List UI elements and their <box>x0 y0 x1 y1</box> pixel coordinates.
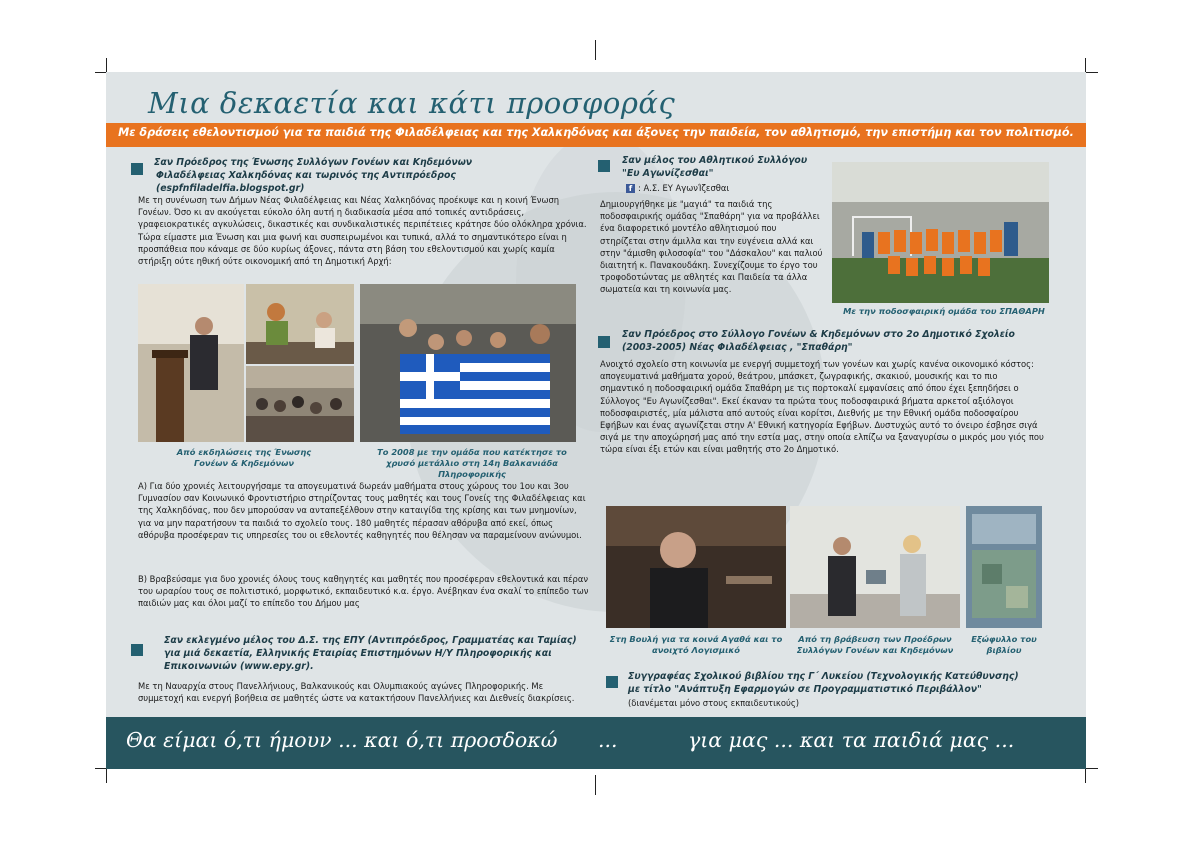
footer-slogan-right: για μας ... και τα παιδιά μας ... <box>688 728 1015 752</box>
facebook-icon: f <box>626 184 635 193</box>
section-heading <box>154 156 584 195</box>
photo-caption: Από εκδηλώσεις της Ένωσης Γονέων & Κηδεμόνων <box>176 447 312 468</box>
photo-caption: Από τη βράβευση των Προέδρων Συλλόγων Γονέων και Κηδεμόνων <box>796 634 954 655</box>
section-body: Με τη συνένωση των Δήμων Νέας Φιλαδέλφειας και Νέας Χαλκηδόνας προέκυψε και η κοινή Ένωση Γονέων. Όσο κι αν ακούγεται εύκολο όλη αυτή η διαδικασία μέσα από τοπικές αντιδράσεις, γραφειοκρατικές αγκυλώσεις, δικαστικές και συνδικαλιστικές περιπέτειες κράτησε δύο ολόκληρα χρόνια. Τώρα είμαστε μια Ένωση και μια φωνή και συσπειρωμένοι και τυπικά, αλλά το σημαντικότερο είναι η προσπάθεια που κάναμε σε δύο κυρίως άξονες, πάντα στη βάση του εθελοντισμού και χωρίς καμία στήριξη ούτε ηθική ούτε οικονομική από τη Δημοτική Αρχή: <box>138 195 587 267</box>
crop-mark <box>1086 72 1098 73</box>
section-bullet <box>598 336 610 348</box>
page-title: Μια δεκαετία και κάτι προσφοράς <box>148 86 676 120</box>
award-ceremony-photo <box>790 506 960 628</box>
facebook-link-row[interactable] <box>626 182 826 194</box>
heading-line: με τίτλο "Ανάπτυξη Εφαρμογών σε Προγραμματιστικό Περιβάλλον" <box>628 684 982 695</box>
book-cover-photo <box>966 506 1042 628</box>
photo-caption: Το 2008 με την ομάδα που κατέκτησε το χρυσό μετάλλιο στη 14η Βαλκανιάδα Πληροφορικής <box>377 447 567 479</box>
section-body: Με τη Ναυαρχία στους Πανελλήνιους, Βαλκανικούς και Ολυμπιακούς αγώνες Πληροφορικής. Με συμμετοχή και ενεργή βοήθεια σε μαθητές ώστε να κατακτήσουν Πανελλήνιες και Διεθνείς διακρίσεις. <box>138 681 575 704</box>
brochure-spread <box>106 72 1086 769</box>
footer-banner <box>106 717 1086 769</box>
crop-mark <box>106 769 107 783</box>
event-photo <box>246 284 354 364</box>
heading-line: Φιλαδέλφειας Χαλκηδόνας και τωρινός της Αντιπρόεδρος (espfnfiladelfia.blogspot.gr) <box>156 170 456 194</box>
fold-mark <box>595 40 596 60</box>
section-body: Δημιουργήθηκε με "μαγιά" τα παιδιά της ποδοσφαιρικής ομάδας "Σπαθάρη" για να προβάλλει ένα διαφορετικό μοντέλο αθλητισμού που στηρίζεται στην άμιλλα και την ευγένεια αλλά και στην "άμισθη φιλοσοφία" του "Δάσκαλου" και παλιού διαιτητή κ. Πανακουδάκη. Συνεχίζουμε το έργο του τροφοδοτώντας με αθλητές και Παιδεία τα άλλα σωματεία και τη κοινωνία μας. <box>600 199 823 295</box>
photo-caption: Εξώφυλλο του βιβλίου <box>971 634 1037 655</box>
football-team-photo <box>832 162 1049 303</box>
section-heading <box>622 154 822 180</box>
photo-caption: Με την ποδοσφαιρική ομάδα του ΣΠΑΘΑΡΗ <box>843 306 1045 316</box>
section-heading: Σαν εκλεγμένο μέλος του Δ.Σ. της ΕΠΥ (Αντιπρόεδρος, Γραμματέας και Ταμίας) για μιά δεκαετία, Ελληνικής Εταιρίας Επιστημόνων Η/Υ Πληροφορικής και Επικοινωνιών (www.epy.gr). <box>164 635 577 672</box>
fold-mark <box>595 775 596 795</box>
section-bullet <box>598 160 610 172</box>
photo-caption: Στη Βουλή για τα κοινά Αγαθά και το ανοιχτό Λογισμικό <box>609 634 783 655</box>
book-note: (διανέμεται μόνο στους εκπαιδευτικούς) <box>628 698 800 708</box>
section-body: Ανοιχτό σχολείο στη κοινωνία με ενεργή συμμετοχή των γονέων και χωρίς κανένα οικονομικό κόστος: απογευματινά μαθήματα χορού, θεάτρου, μπάσκετ, ζωγραφικής, σκακιού, μουσικής και το πιο σημαντικό η ποδοσφαιρική ομάδα Σπαθάρη με τις πορτοκαλί εμφανίσεις από όπου έχει ξεπηδήσει ο Σύλλογος "Ευ Αγωνίζεσθαι". Εκεί έκαναν τα πρώτα τους ποδοσφαιρικά βήματα αρκετοί αξιόλογοι ποδοσφαιριστές, μία μάλιστα από αυτούς είναι κορίτσι, Διεθνής με την Εθνική ομάδα ποδοσφαίρου Εφήβων και ένας αγωνίζεται στην Α' Εθνική κατηγορία Εφήβων. Δυστυχώς αυτό το όνειρο έσβησε σιγά σιγά με την αποχώρησή μας από την εστία μας, στην οποία ελπίζω να ξαναγυρίσω ο μικρός μου γιός που τώρα είναι έξι ετών και είναι μαθητής στο 2ο Δημοτικό. <box>600 359 1044 455</box>
footer-slogan-left: Θα είμαι ό,τι ήμουν ... και ό,τι προσδοκώ <box>126 728 558 752</box>
facebook-page-label: : Α.Σ. ΕΥ ΑγωνΊζεσθαι <box>638 183 730 193</box>
paragraph-a: Α) Για δύο χρονιές λειτουργήσαμε τα απογευματινά δωρεάν μαθήματα στους χώρους του 1ου και 3ου Γυμνασίου σαν Κοινωνικό Φροντιστήριο στηρίζοντας τους μαθητές και τους Γονείς της Φιλαδέλφειας και της Χαλκηδόνας, που δεν μπορούσαν να ανταπεξέλθουν στην καταιγίδα της κρίσης και των μνημονίων, για να μην παρατήσουν τα παιδιά το σχολείο τους. 180 μαθητές πέρασαν αθόρυβα από εκεί, όπως αθόρυβα προσέφεραν τις υπηρεσίες του οι εθελοντές καθηγητές που θέλησαν να παραμείνουν ανώνυμοι. <box>138 481 586 540</box>
team-flag-photo <box>360 284 576 442</box>
heading-line: Συγγραφέας Σχολικού βιβλίου της Γ΄ Λυκείου (Τεχνολογικής Κατεύθυνσης) <box>628 671 1019 682</box>
section-bullet <box>131 644 143 656</box>
section-bullet <box>606 676 618 688</box>
audience-photo <box>246 366 354 442</box>
heading-line: Σαν μέλος του Αθλητικού Συλλόγου <box>622 155 808 166</box>
crop-mark <box>1085 769 1086 783</box>
parliament-photo <box>606 506 786 628</box>
banner-text: Με δράσεις εθελοντισμού για τα παιδιά της Φιλαδέλφειας και της Χαλκηδόνας και άξονες την παιδεία, τον αθλητισμό, την επιστήμη και τον πολιτισμό. <box>118 126 1074 139</box>
heading-line: Σαν Πρόεδρος της Ένωσης Συλλόγων Γονέων και Κηδεμόνων <box>154 157 473 168</box>
speaker-photo <box>138 284 244 442</box>
subtitle-banner <box>106 123 1086 147</box>
crop-mark <box>1085 58 1086 72</box>
section-heading <box>628 670 1048 696</box>
heading-line: "Ευ Αγωνίζεσθαι" <box>622 168 714 179</box>
paragraph-b: Β) Βραβεύσαμε για δυο χρονιές όλους τους καθηγητές και μαθητές που προσέφεραν εθελοντικά και πέραν του ωραρίου τους σε πολιτιστικό, μορφωτικό, εκπαιδευτικό κ.α. έργο. Ανέβηκαν ένα σκαλί το επίπεδο των παιδιών μας και όλοι μαζί το επίπεδο του Δήμου μας <box>138 574 589 609</box>
crop-mark <box>106 58 107 72</box>
section-heading: Σαν Πρόεδρος στο Σύλλογο Γονέων & Κηδεμόνων στο 2ο Δημοτικό Σχολείο (2003-2005) Νέας Φιλαδέλφειας , "Σπαθάρη" <box>622 329 1015 353</box>
footer-dots: ... <box>598 728 618 752</box>
section-bullet <box>131 163 143 175</box>
crop-mark <box>1086 768 1098 769</box>
